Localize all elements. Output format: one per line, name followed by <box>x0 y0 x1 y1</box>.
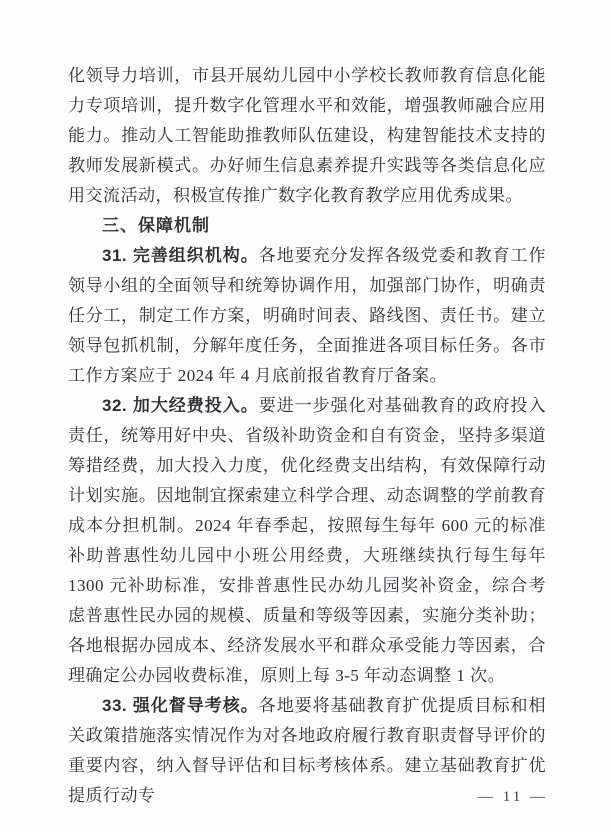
paragraph-item-32 <box>68 391 546 691</box>
paragraph-continuation: 化领导力培训，市县开展幼儿园中小学校长教师教育信息化能力专项培训，提升数字化管理水平和效能，增强教师融合应用能力。推动人工智能助推教师队伍建设，构建智能技术支持的教师发展新模式。办好师生信息素养提升实践等各类信息化应用交流活动，积极宣传推广数字化教育教学应用优秀成果。 <box>68 66 546 205</box>
paragraph-item-33 <box>68 691 546 811</box>
paragraph-item-33-lead: 33. 强化督导考核。 <box>102 696 259 715</box>
paragraph-item-31-body: 各地要充分发挥各级党委和教育工作领导小组的全面领导和统筹协调作用，加强部门协作，明确责任分工，制定工作方案，明确时间表、路线图、责任书。建立领导包抓机制，分解年度任务，全面推进各项目标任务。各市工作方案应于 2024 年 4 月底前报省教育厅备案。 <box>68 246 546 385</box>
page-number: — 11 — <box>478 789 548 805</box>
paragraph-item-32-body: 要进一步强化对基础教育的政府投入责任，统筹用好中央、省级补助资金和自有资金，坚持多渠道筹措经费，加大投入力度，优化经费支出结构，有效保障行动计划实施。因地制宜探索建立科学合理、动态调整的学前教育成本分担机制。2024 年春季起，按照每生每年 600 元的标准补助普惠性幼儿园中小班公用经费，大班继续执行每生每年 1300 元补助标准，安排普惠性民办幼儿园奖补资金，综合考虑普惠性民办园的规模、质量和等级等因素，实施分类补助；各地根据办园成本、经济发展水平和群众承受能力等因素，合理确定公办园收费标准，原则上每 3-5 年动态调整 1 次。 <box>68 396 546 685</box>
paragraph-item-31-lead: 31. 完善组织机构。 <box>102 246 259 265</box>
section-heading-safeguard-mechanism: 三、保障机制 <box>102 216 210 235</box>
paragraph-item-32-lead: 32. 加大经费投入。 <box>102 396 259 415</box>
paragraph-item-31 <box>68 241 546 391</box>
paragraph-item-33-body: 各地要将基础教育扩优提质目标和相关政策措施落实情况作为对各地政府履行教育职责督导评价的重要内容，纳入督导评估和目标考核体系。建立基础教育扩优提质行动专 <box>68 696 546 805</box>
document-body <box>68 61 546 811</box>
